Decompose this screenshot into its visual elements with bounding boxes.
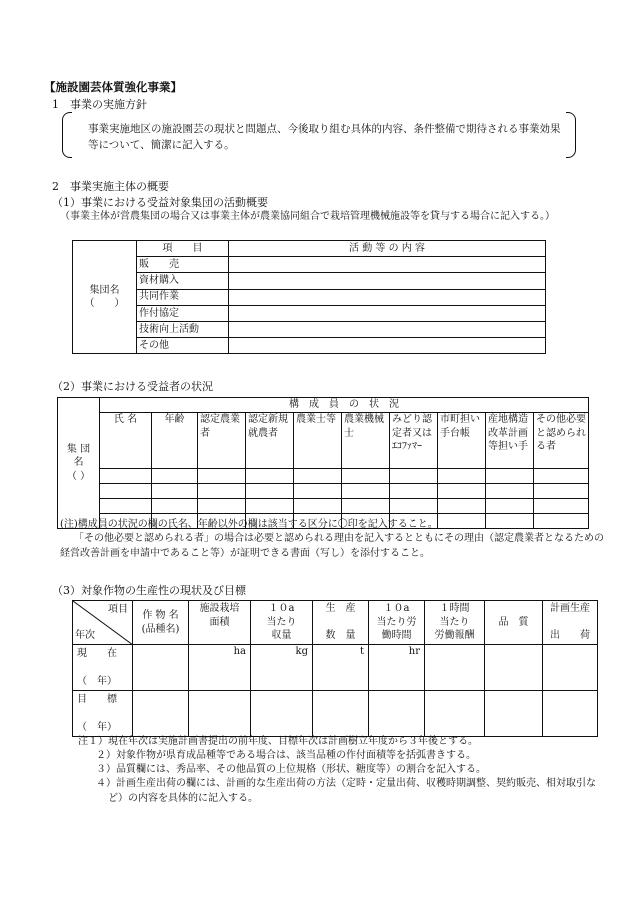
row-target-label: 目 標 （ 年） — [73, 691, 133, 737]
productivity-table — [72, 600, 598, 737]
sub3-note-3: ３）品質欄には、秀品率、その他品質の上位規格（形状、糖度等）の割合を記入する。 — [96, 764, 486, 775]
row-current-label: 現 在 （ 年） — [73, 645, 133, 691]
unit-kg: kg — [251, 645, 313, 691]
col-new-farmer: 認定新規就農者 — [246, 413, 294, 469]
activity-row-label: 共同作業 — [137, 289, 229, 305]
col-area: 施設栽培 面積 — [189, 601, 251, 645]
col-labor-hours: １０a 当たり労 働時間 — [369, 601, 425, 645]
col-planned-shipment: 計画生産 出 荷 — [543, 601, 598, 645]
unit-hr: hr — [369, 645, 425, 691]
activity-row-label: その他 — [137, 338, 229, 354]
col-city-register: 市町担い手台帳 — [438, 413, 486, 469]
sub2-note-2: 「その他必要と認められる者」の場合は必要と認められる理由を記入するとともにその理由（認定農業者となるための経営改善計画を申請中であること等）が証明できる書面（写し）を添付すること。 — [60, 533, 604, 559]
col-item-header: 項 目 — [137, 241, 229, 257]
col-machine-expert: 農業機械士 — [342, 413, 390, 469]
sub3-note-1: 注１）現在年次は実施計画書提出の前年度、目標年次は計画樹立年度から３年後とする。 — [78, 736, 478, 747]
sub2-heading: （2）事業における受益者の状況 — [52, 380, 213, 393]
col-yield: １０a 当たり 収量 — [251, 601, 313, 645]
unit-t: t — [313, 645, 369, 691]
group-name-cell: 集団名 （ ） — [73, 241, 137, 354]
activity-row-label: 作付協定 — [137, 305, 229, 321]
col-crop: 作 物 名 (品種名) — [133, 601, 189, 645]
sub1-heading: （1）事業における受益対象集団の活動概要 — [52, 196, 268, 209]
sub1-note: （事業主体が営農集団の場合又は事業主体が農業協同組合で栽培管理機械施設等を貸与する場合に記入する。） — [60, 211, 555, 222]
col-structure-plan: 産地構造改革計画等担い手 — [486, 413, 534, 469]
unit-ha: ha — [189, 645, 251, 691]
sub3-heading: （3）対象作物の生産性の現状及び目標 — [52, 584, 246, 597]
members-table — [57, 397, 589, 529]
col-name: 氏 名 — [100, 413, 152, 469]
sub2-note-1: (注)構成員の状況の欄の氏名、年齢以外の欄は該当する区分に〇印を記入すること。 — [60, 519, 438, 530]
activity-row-label: 資材購入 — [137, 273, 229, 289]
page-title: 【施設園芸体質強化事業】 — [44, 80, 182, 94]
activity-row-value — [229, 257, 546, 273]
section2-heading: 2 事業実施主体の概要 — [52, 180, 169, 193]
col-quality: 品 質 — [485, 601, 543, 645]
activity-row-value — [229, 321, 546, 337]
corner-cell: 項目 年次 — [73, 601, 133, 645]
activity-table — [72, 240, 546, 354]
activity-row-value — [229, 273, 546, 289]
activity-row-value — [229, 305, 546, 321]
group-name-cell: 集 団 名 （ ） — [58, 398, 100, 529]
col-activity-header: 活 動 等 の 内 容 — [229, 241, 546, 257]
col-agri-expert: 農業士等 — [294, 413, 342, 469]
sub3-note-4: ４）計画生産出荷の欄には、計画的な生産出荷の方法（定時・定量出荷、収穫時期調整、契約販売、相対取引など）の内容を具体的に記入する。 — [96, 778, 596, 804]
col-green-certified: みどり認定者又はｴｺﾌｧﾏｰ — [390, 413, 438, 469]
activity-row-label: 販 売 — [137, 257, 229, 273]
activity-row-value — [229, 338, 546, 354]
col-production: 生 産 数 量 — [313, 601, 369, 645]
sub3-note-2: ２）対象作物が県育成品種等である場合は、該当品種の作付面積等を括弧書きする。 — [96, 750, 476, 761]
col-certified-farmer: 認定農業者 — [198, 413, 246, 469]
policy-text: 事業実施地区の施設園芸の現状と問題点、今後取り組む具体的内容、条件整備で期待される事業効果等について、簡潔に記入する。 — [88, 123, 561, 152]
col-labor-reward: １時間 当たり 労働報酬 — [425, 601, 485, 645]
activity-row-label: 技術向上活動 — [137, 321, 229, 337]
section1-heading: 1 事業の実施方針 — [52, 98, 147, 111]
col-age: 年齢 — [152, 413, 198, 469]
col-others: その他必要と認められる者 — [534, 413, 589, 469]
policy-bracket-box — [62, 112, 576, 158]
activity-row-value — [229, 289, 546, 305]
members-header: 構 成 員 の 状 況 — [100, 398, 589, 413]
